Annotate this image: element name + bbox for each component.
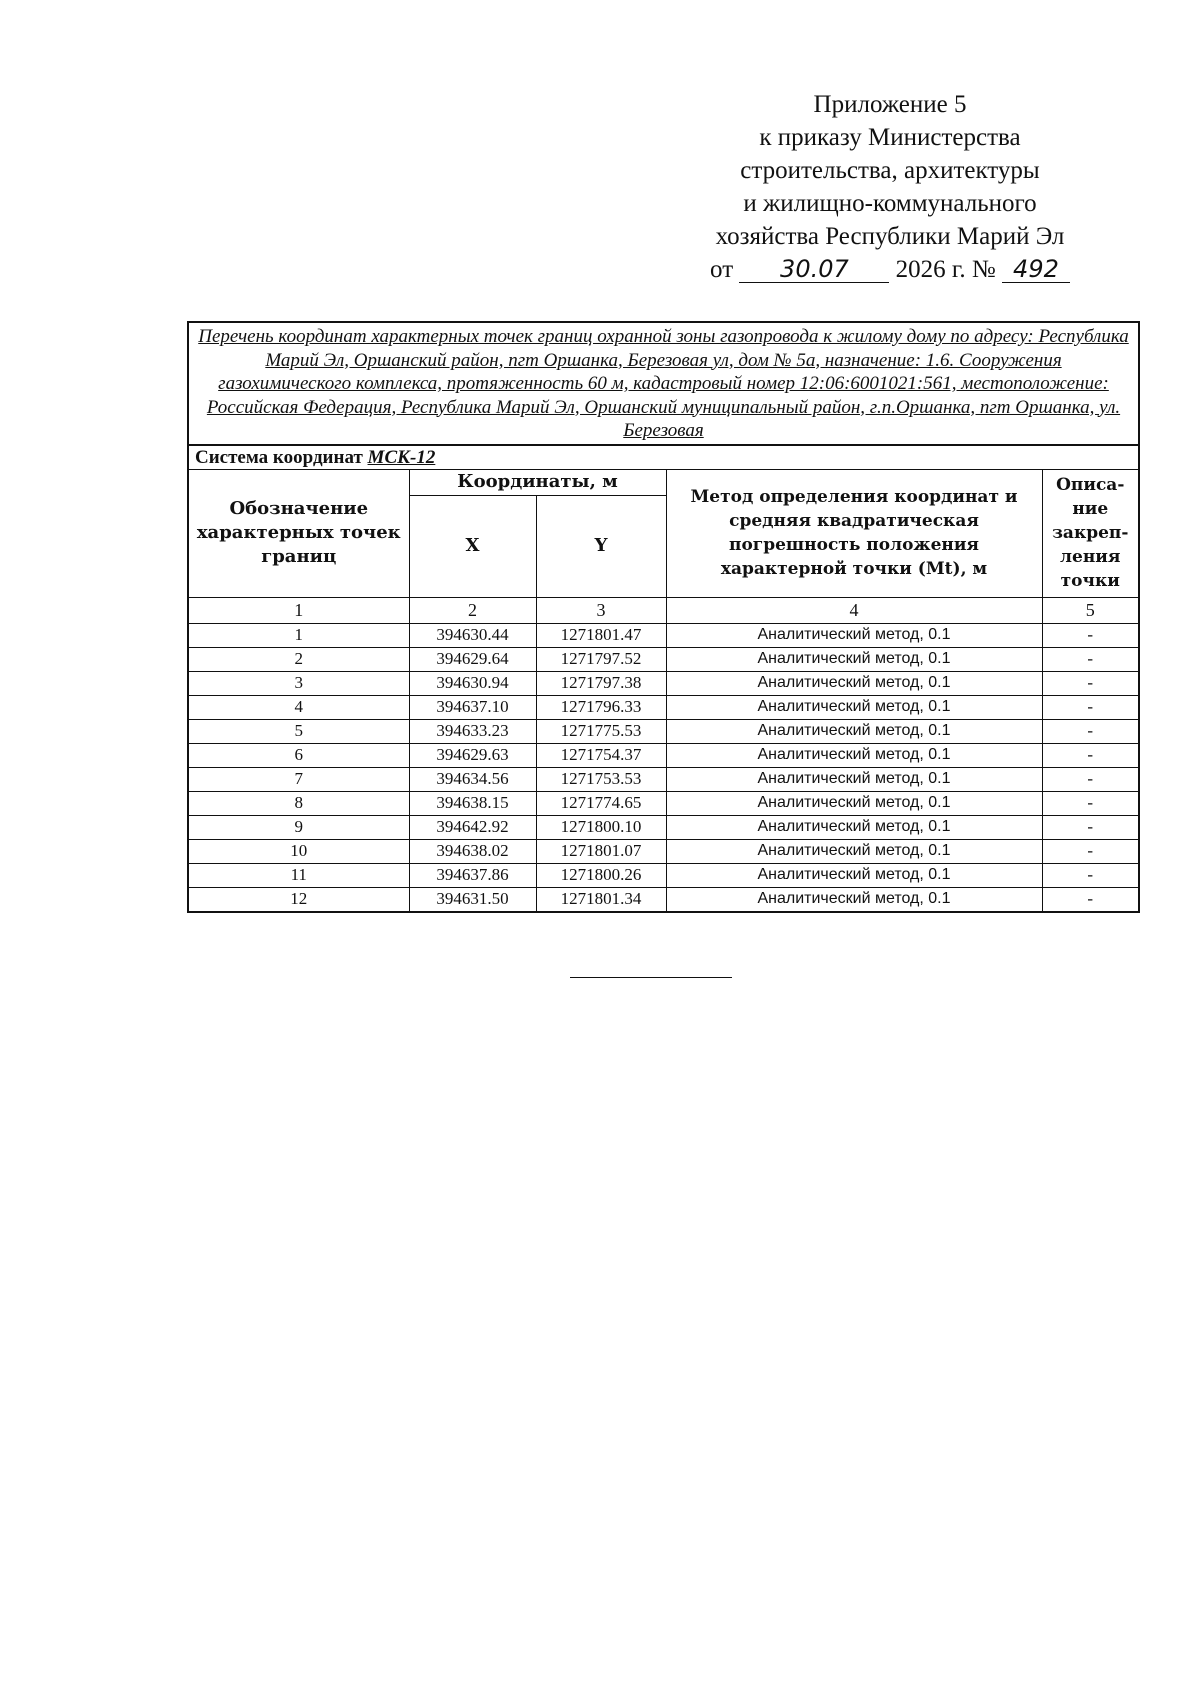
x-cell: 394642.92 [409,815,536,839]
description-cell: - [1042,743,1139,767]
y-cell: 1271800.10 [536,815,666,839]
x-cell: 394638.02 [409,839,536,863]
column-numbers-row [188,597,1139,623]
method-cell: Аналитический метод, 0.1 [666,791,1042,815]
point-cell: 3 [188,671,409,695]
x-cell: 394629.63 [409,743,536,767]
point-cell: 7 [188,767,409,791]
y-cell: 1271774.65 [536,791,666,815]
x-cell: 394630.44 [409,623,536,647]
description-cell: - [1042,623,1139,647]
y-cell: 1271800.26 [536,863,666,887]
point-cell: 2 [188,647,409,671]
point-cell: 1 [188,623,409,647]
coordinates-header: Координаты, м [409,469,666,495]
column-number: 3 [536,597,666,623]
description-cell: - [1042,887,1139,912]
description-cell: - [1042,863,1139,887]
date-prefix: от [710,256,734,283]
description-cell: - [1042,671,1139,695]
y-cell: 1271801.47 [536,623,666,647]
order-date-line [660,253,1120,286]
coordinate-system-label: Система координат [195,446,363,468]
x-cell: 394633.23 [409,719,536,743]
method-cell: Аналитический метод, 0.1 [666,743,1042,767]
method-cell: Аналитический метод, 0.1 [666,647,1042,671]
description-cell: - [1042,815,1139,839]
table-row [188,767,1139,791]
coordinates-table [187,321,1140,913]
y-cell: 1271753.53 [536,767,666,791]
method-cell: Аналитический метод, 0.1 [666,839,1042,863]
y-header: Y [536,495,666,597]
header-line: и жилищно-коммунального [743,190,1037,217]
point-cell: 12 [188,887,409,912]
description-header: Описа-ние закреп-ления точки [1042,469,1139,597]
method-header: Метод определения координат и средняя квадратическая погрешность положения характерной точки (Mt), м [666,469,1042,597]
description-cell: - [1042,719,1139,743]
y-cell: 1271797.52 [536,647,666,671]
coordinate-system-name: МСК-12 [367,446,436,468]
column-number: 4 [666,597,1042,623]
header-line: строительства, архитектуры [740,157,1040,184]
header-line: к приказу Министерства [759,124,1021,151]
method-cell: Аналитический метод, 0.1 [666,623,1042,647]
column-number: 5 [1042,597,1139,623]
coordinate-system-row [188,445,1139,470]
appendix-header [660,88,1120,286]
y-cell: 1271797.38 [536,671,666,695]
point-cell: 5 [188,719,409,743]
point-cell: 8 [188,791,409,815]
handwritten-order-number: 492 [1002,256,1070,283]
x-header: X [409,495,536,597]
method-cell: Аналитический метод, 0.1 [666,695,1042,719]
point-cell: 4 [188,695,409,719]
year-text: 2026 г. № [895,256,996,283]
method-cell: Аналитический метод, 0.1 [666,815,1042,839]
y-cell: 1271801.07 [536,839,666,863]
x-cell: 394637.10 [409,695,536,719]
handwritten-date: 30.07 [739,256,889,283]
x-cell: 394631.50 [409,887,536,912]
x-cell: 394630.94 [409,671,536,695]
table-row [188,887,1139,912]
y-cell: 1271775.53 [536,719,666,743]
table-row [188,863,1139,887]
table-row [188,719,1139,743]
method-cell: Аналитический метод, 0.1 [666,671,1042,695]
table-row [188,671,1139,695]
header-line: Приложение 5 [813,91,967,118]
table-row [188,695,1139,719]
point-cell: 10 [188,839,409,863]
y-cell: 1271796.33 [536,695,666,719]
table-row [188,647,1139,671]
description-cell: - [1042,791,1139,815]
description-cell: - [1042,767,1139,791]
table-row [188,623,1139,647]
method-cell: Аналитический метод, 0.1 [666,863,1042,887]
method-cell: Аналитический метод, 0.1 [666,887,1042,912]
column-number: 1 [188,597,409,623]
description-cell: - [1042,647,1139,671]
x-cell: 394637.86 [409,863,536,887]
point-cell: 6 [188,743,409,767]
x-cell: 394638.15 [409,791,536,815]
y-cell: 1271801.34 [536,887,666,912]
table-row [188,815,1139,839]
description-cell: - [1042,695,1139,719]
description-cell: - [1042,839,1139,863]
method-cell: Аналитический метод, 0.1 [666,719,1042,743]
designation-header: Обозначение характерных точек границ [188,469,409,597]
x-cell: 394629.64 [409,647,536,671]
table-row [188,839,1139,863]
point-cell: 11 [188,863,409,887]
table-row [188,743,1139,767]
header-line: хозяйства Республики Марий Эл [715,223,1065,250]
x-cell: 394634.56 [409,767,536,791]
table-title: Перечень координат характерных точек границ охранной зоны газопровода к жилому дому по адресу: Республика Марий Эл, Оршанский район, пгт Оршанка, Березовая ул, дом № 5а, назначение: 1.6. Сооружения газохимического комплекса, протяженность 60 м, кадастровый номер 12:06:6001021:561, местоположение: Российская Федерация, Республика Марий Эл, Оршанский муниципальный район, г.п.Оршанка, пгт Оршанка, ул. Березовая [188,322,1139,445]
method-cell: Аналитический метод, 0.1 [666,767,1042,791]
point-cell: 9 [188,815,409,839]
y-cell: 1271754.37 [536,743,666,767]
table-row [188,791,1139,815]
column-number: 2 [409,597,536,623]
end-divider-line [570,977,732,978]
